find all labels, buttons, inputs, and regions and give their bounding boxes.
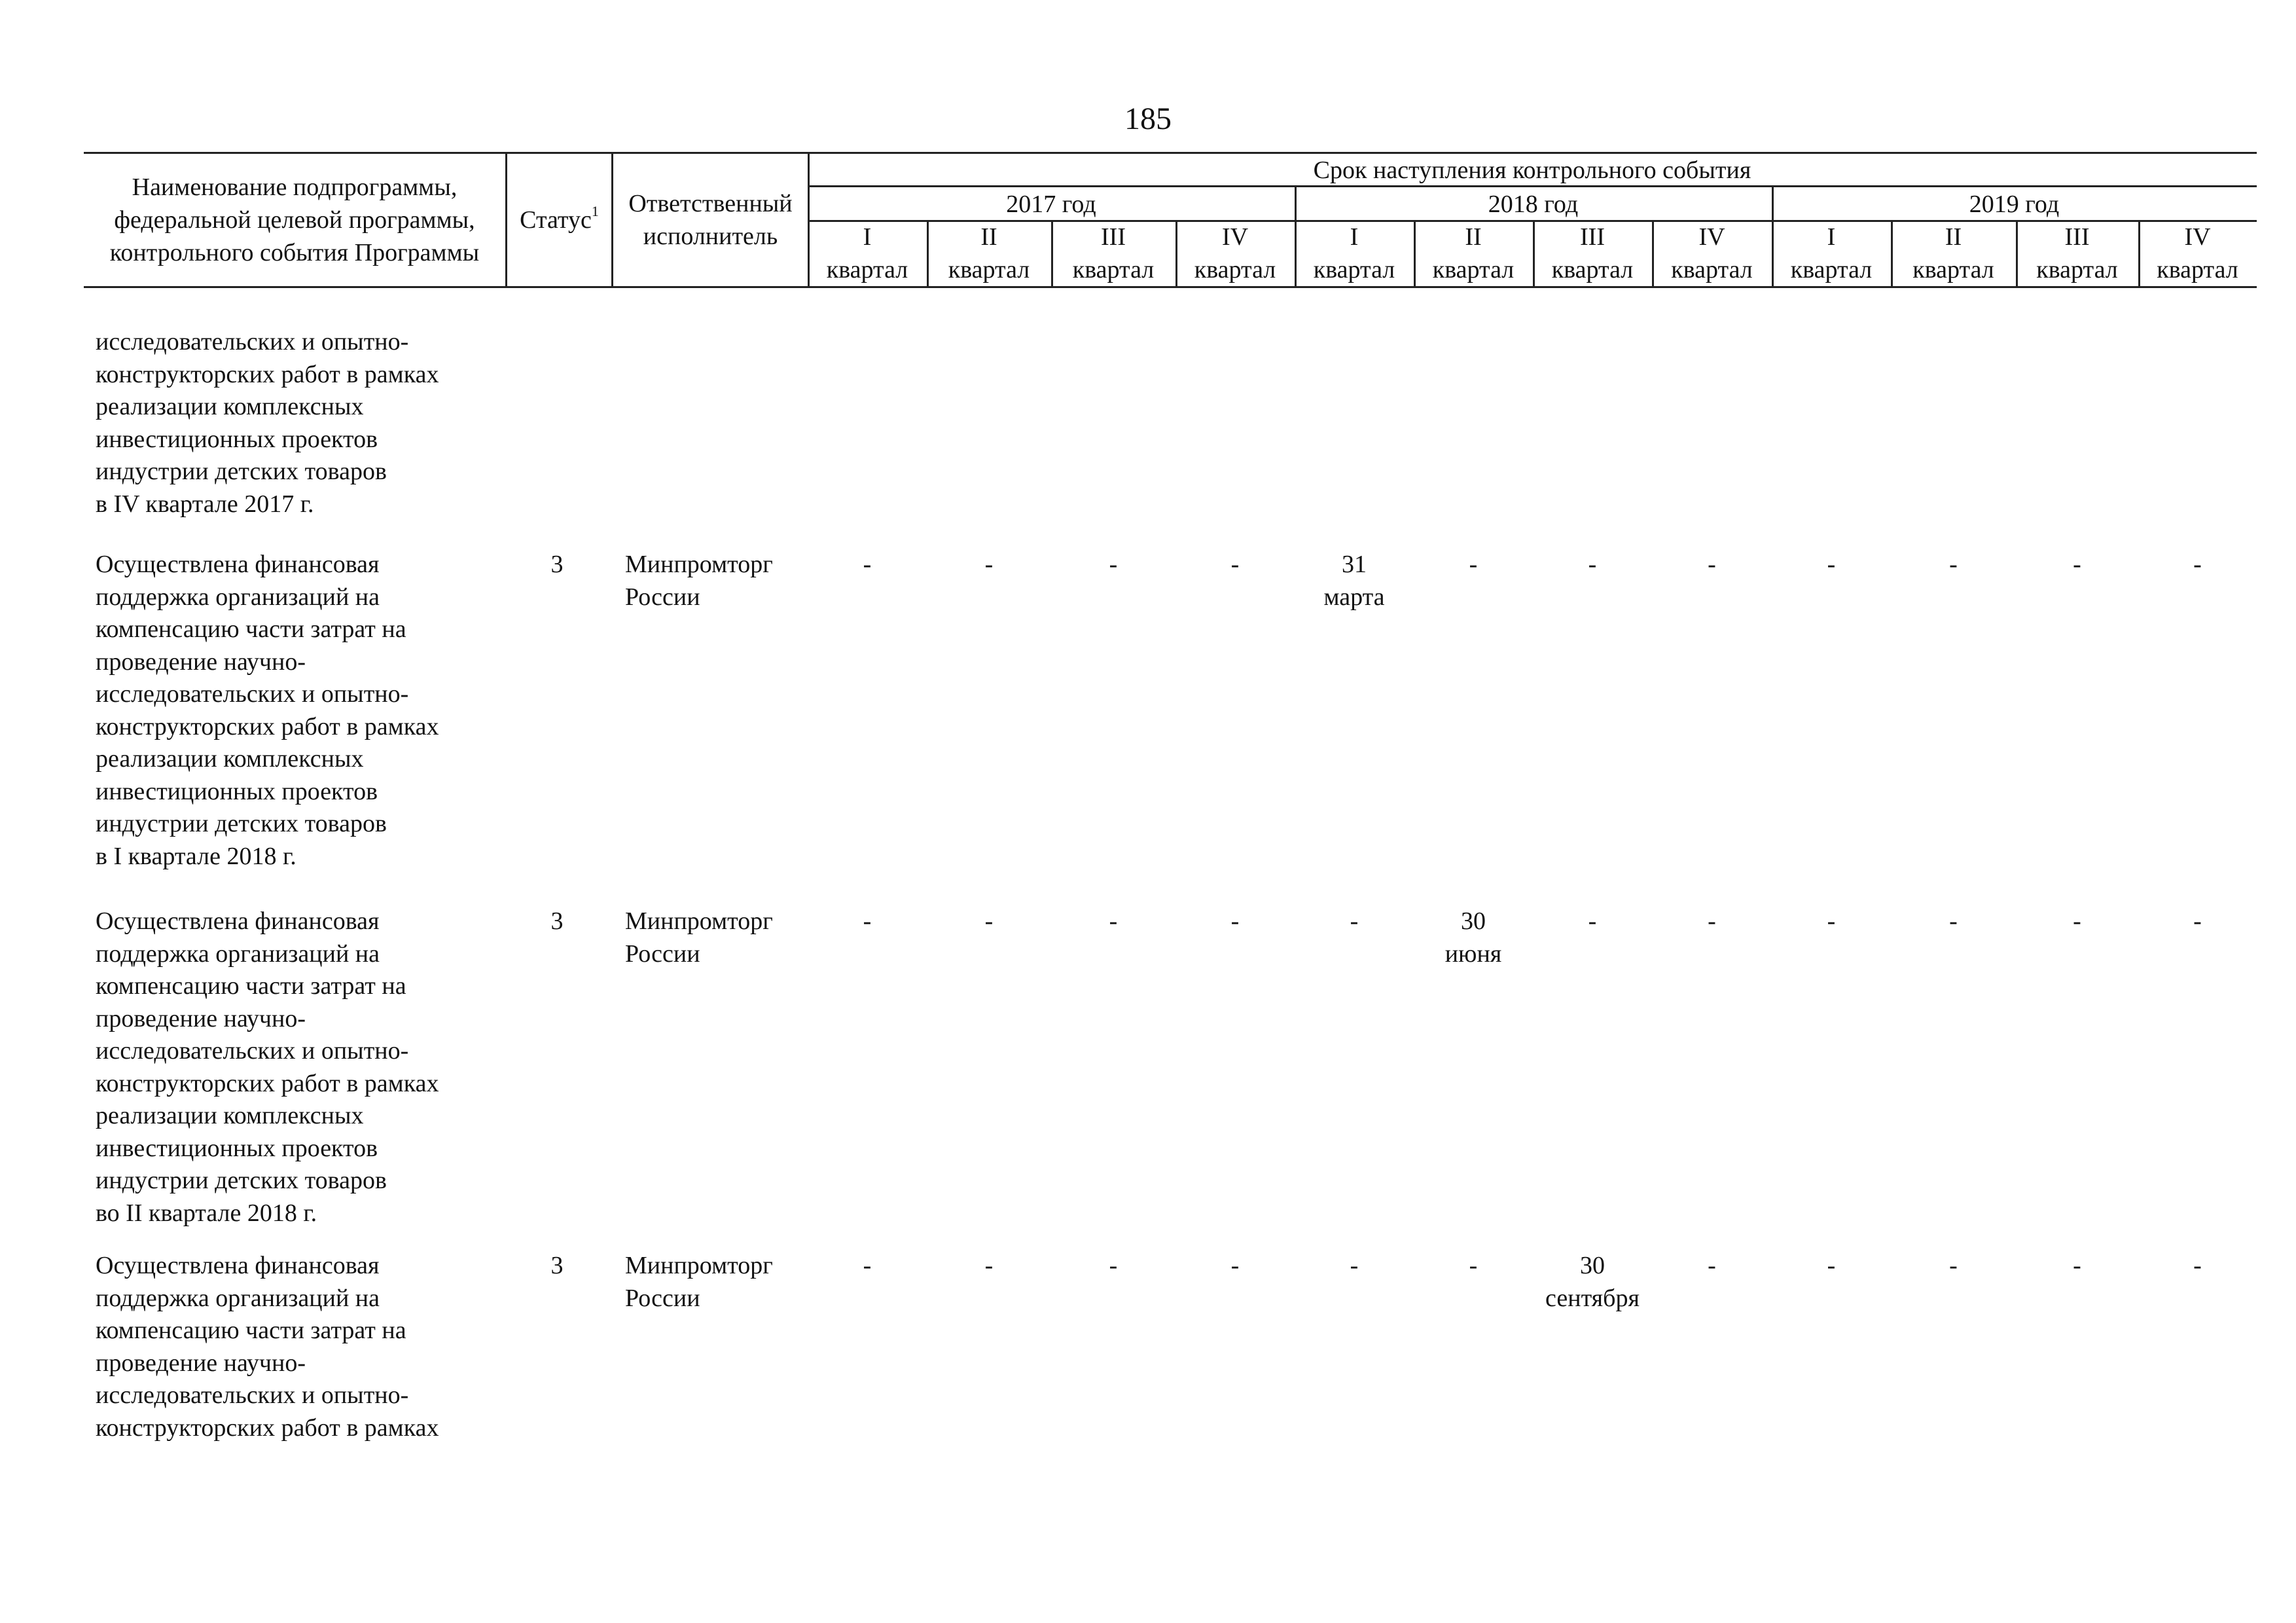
executor-value: Минпромторг России — [625, 907, 773, 968]
event-name: Осуществлена финансовая поддержка организаций на компенсацию части затрат на проведение научно- исследовательских и опытно- конструкторских работ в рамках — [96, 1252, 439, 1442]
quarter-deadline-cell: - — [2073, 551, 2081, 578]
quarter-word: квартал — [1432, 256, 1515, 283]
header-executor-line-2: исполнитель — [643, 223, 778, 250]
status-value: 3 — [550, 1252, 564, 1279]
quarter-word: квартал — [1313, 256, 1395, 283]
executor-value: Минпромторг России — [625, 1252, 773, 1312]
quarter-number: IV — [2184, 223, 2211, 251]
status-value: 3 — [550, 551, 564, 578]
quarter-deadline-cell: - — [1350, 1252, 1359, 1279]
quarter-number: III — [1580, 223, 1605, 251]
footnote-marker: 1 — [591, 203, 599, 219]
quarter-deadline-cell: - — [863, 1252, 872, 1279]
quarter-deadline-cell: - — [2193, 907, 2202, 935]
year-2017: 2017 год — [1006, 191, 1096, 218]
quarter-deadline-cell: - — [2073, 907, 2081, 935]
year-2018: 2018 год — [1488, 191, 1579, 218]
quarter-number: I — [1350, 223, 1359, 251]
quarter-number: I — [1827, 223, 1836, 251]
quarter-word: квартал — [1671, 256, 1753, 283]
header-status-label: Статус — [520, 206, 592, 234]
quarter-deadline-cell: - — [1827, 907, 1836, 935]
quarter-word: квартал — [2036, 256, 2118, 283]
quarter-word: квартал — [2157, 256, 2238, 283]
quarter-word: квартал — [1790, 256, 1873, 283]
quarter-number: I — [863, 223, 872, 251]
quarter-deadline-cell: - — [1350, 907, 1359, 935]
quarter-number: IV — [1698, 223, 1725, 251]
header-bottom-rule — [84, 286, 2257, 288]
quarter-deadline-cell: - — [1827, 551, 1836, 578]
quarter-deadline-cell: 30 сентября — [1545, 1252, 1640, 1312]
quarter-number: IV — [1221, 223, 1249, 251]
quarter-deadline-cell: - — [1230, 1252, 1240, 1279]
quarter-number: II — [1465, 223, 1482, 251]
quarter-deadline-cell: - — [1949, 907, 1958, 935]
quarter-deadline-cell: - — [1588, 907, 1597, 935]
quarter-deadline-cell: - — [984, 551, 994, 578]
quarter-number: II — [1945, 223, 1962, 251]
header-name-line-1: Наименование подпрограммы, — [132, 173, 457, 201]
quarter-deadline-cell: - — [1588, 551, 1597, 578]
page-number: 185 — [1124, 101, 1172, 136]
header-deadline-group: Срок наступления контрольного события — [1313, 156, 1751, 184]
quarter-deadline-cell: - — [2193, 551, 2202, 578]
quarter-word: квартал — [1072, 256, 1155, 283]
quarter-deadline-cell: - — [1109, 1252, 1118, 1279]
event-name: исследовательских и опытно- конструкторских работ в рамках реализации комплексных инвестиционных проектов индустрии детских товаров в IV квартале 2017 г. — [96, 328, 439, 518]
quarter-deadline-cell: - — [1949, 551, 1958, 578]
quarter-number: III — [1101, 223, 1126, 251]
quarter-number: II — [980, 223, 997, 251]
header-name-line-2: федеральной целевой программы, — [114, 206, 475, 234]
status-value: 3 — [550, 907, 564, 935]
quarter-word: квартал — [948, 256, 1030, 283]
quarter-deadline-cell: - — [1708, 551, 1716, 578]
col-divider-executor — [611, 152, 613, 287]
quarter-deadline-cell: 30 июня — [1444, 907, 1502, 968]
quarter-deadline-cell: - — [984, 1252, 994, 1279]
quarter-deadline-cell: - — [2193, 1252, 2202, 1279]
quarter-word: квартал — [1551, 256, 1634, 283]
quarter-deadline-cell: - — [1230, 907, 1240, 935]
header-executor-line-1: Ответственный — [628, 190, 793, 217]
event-name: Осуществлена финансовая поддержка организаций на компенсацию части затрат на проведение научно- исследовательских и опытно- конструкторских работ в рамках реализации комплексных инвестиционных проектов индустрии детских товаров в I квартале 2018 г. — [96, 551, 439, 870]
quarter-deadline-cell: - — [1230, 551, 1240, 578]
quarter-deadline-cell: - — [1827, 1252, 1836, 1279]
header-top-rule — [84, 152, 2257, 154]
header-status — [507, 204, 611, 236]
quarter-word: квартал — [1912, 256, 1994, 283]
quarter-deadline-cell: - — [1708, 907, 1716, 935]
quarter-number: III — [2064, 223, 2090, 251]
quarter-deadline-cell: - — [984, 907, 994, 935]
quarter-deadline-cell: - — [2073, 1252, 2081, 1279]
quarter-deadline-cell: - — [1949, 1252, 1958, 1279]
quarter-deadline-cell: - — [1469, 551, 1478, 578]
quarter-deadline-cell: 31 марта — [1323, 551, 1385, 611]
header-name-line-3: контрольного события Программы — [109, 239, 480, 266]
quarter-deadline-cell: - — [863, 551, 872, 578]
quarter-deadline-cell: - — [1469, 1252, 1478, 1279]
quarter-deadline-cell: - — [1109, 551, 1118, 578]
quarter-word: квартал — [826, 256, 908, 283]
quarter-deadline-cell: - — [1708, 1252, 1716, 1279]
quarter-word: квартал — [1194, 256, 1276, 283]
executor-value: Минпромторг России — [625, 551, 773, 611]
quarter-deadline-cell: - — [1109, 907, 1118, 935]
quarter-deadline-cell: - — [863, 907, 872, 935]
event-name: Осуществлена финансовая поддержка организаций на компенсацию части затрат на проведение научно- исследовательских и опытно- конструкторских работ в рамках реализации комплексных инвестиционных проектов индустрии детских товаров во II квартале 2018 г. — [96, 907, 439, 1227]
year-2019: 2019 год — [1969, 191, 2060, 218]
